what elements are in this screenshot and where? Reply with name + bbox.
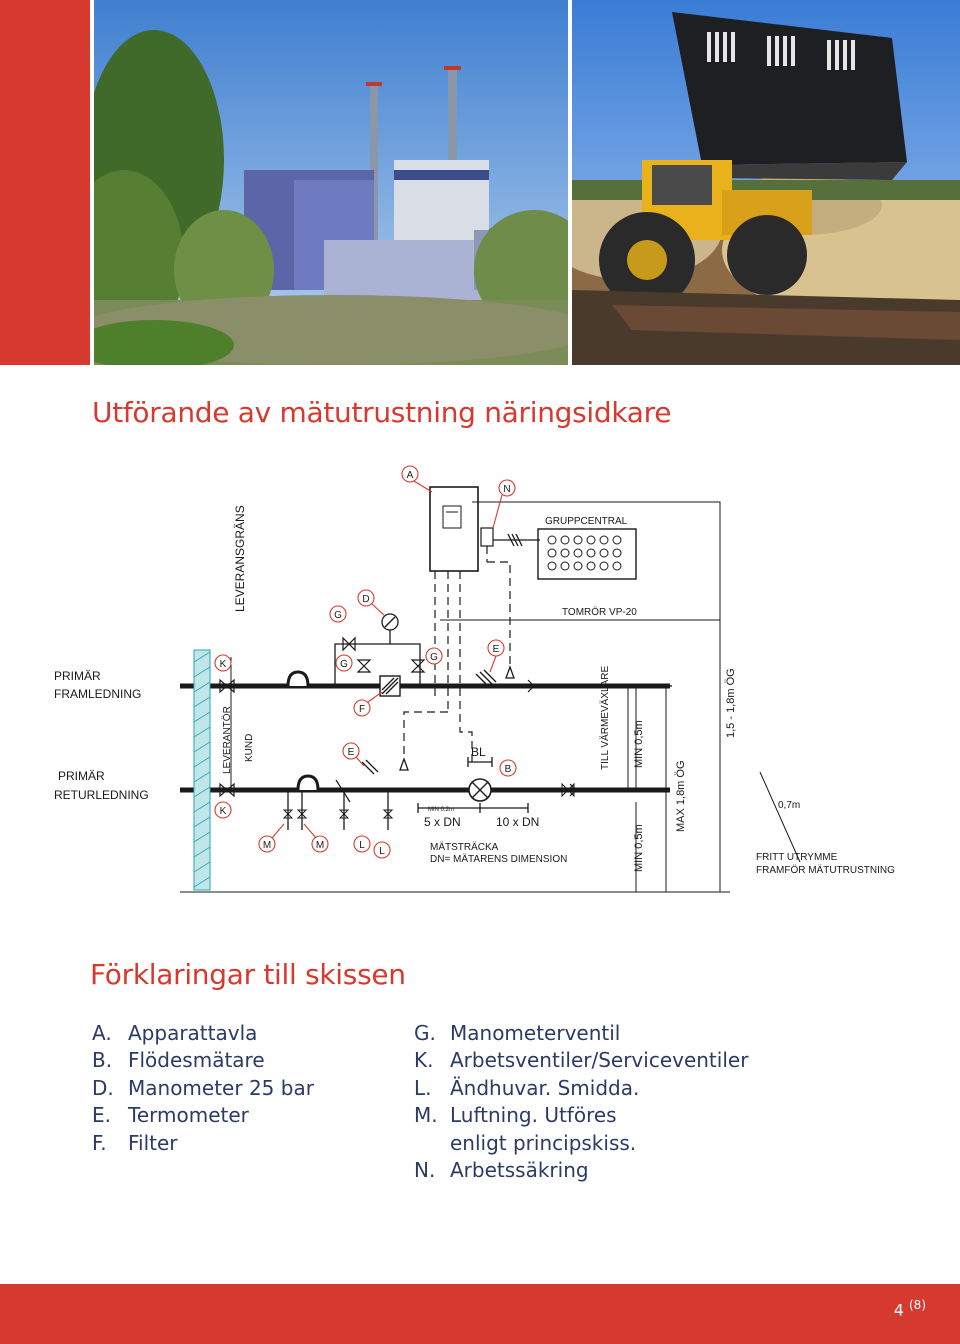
callout-k-return: K: [219, 806, 227, 817]
dn-definition-label: DN= MÄTARENS DIMENSION: [430, 854, 568, 865]
page-number: 4 $^{(8)}$: [893, 1298, 926, 1320]
dn5-label: 5 x DN: [424, 815, 461, 829]
callout-m-2: M: [315, 840, 325, 851]
legend-item: K. Arbetsventiler/Serviceventiler: [414, 1048, 749, 1073]
legend-item: A. Apparattavla: [92, 1021, 258, 1045]
min02-label: MIN 0,2m: [428, 807, 455, 813]
legend-item: G. Manometerventil: [414, 1021, 621, 1045]
matstracka-label: MÄTSTRÄCKA: [430, 842, 499, 853]
kund-label: KUND: [244, 733, 255, 762]
legend-item: B. Flödesmätare: [92, 1048, 265, 1073]
callout-b: B: [504, 764, 512, 775]
power-plant-photo: [94, 0, 568, 365]
legend-title: Förklaringar till skissen: [90, 958, 406, 991]
callout-g-top: G: [334, 610, 342, 621]
callout-k-supply: K: [219, 659, 227, 670]
legend-item: M. Luftning. Utföres enligt principskiss.: [414, 1103, 637, 1155]
primar-retur-label-2: RETURLEDNING: [54, 788, 149, 802]
legend-left-column: [92, 1020, 392, 1157]
leveransgrans-label: LEVERANSGRÄNS: [233, 505, 247, 612]
callout-l-1: L: [359, 840, 365, 851]
callout-d: D: [362, 594, 370, 605]
max18-label: MAX 1,8m ÖG: [675, 760, 687, 832]
footer-bar: [0, 1284, 960, 1344]
callout-g-left: G: [340, 659, 348, 670]
callout-l-2: L: [379, 846, 385, 857]
callout-g-right: G: [430, 652, 438, 663]
leverantor-label: LEVERANTÖR: [222, 706, 233, 774]
legend-item: E. Termometer: [92, 1103, 249, 1128]
callout-n: N: [503, 484, 511, 495]
installation-diagram: [40, 462, 920, 902]
range15-label: 1,5 - 1,8m ÖG: [725, 668, 737, 738]
distance-07-label: 0,7m: [778, 800, 801, 811]
callout-a: A: [406, 470, 414, 481]
apparattavla: [430, 487, 478, 571]
red-side-bar: [0, 0, 90, 365]
primar-framledning-label-2: FRAMLEDNING: [54, 687, 142, 701]
legend-right-column: [414, 1020, 774, 1184]
dn10-label: 10 x DN: [496, 815, 540, 829]
wheel-loader-photo: [572, 0, 960, 365]
legend-item: D. Manometer 25 bar: [92, 1075, 314, 1100]
legend-item: N. Arbetssäkring: [414, 1158, 589, 1183]
callout-f: F: [358, 704, 366, 715]
fritt-utrymme-label-2: FRAMFÖR MÄTUTRUSTNING: [756, 865, 895, 876]
page-title: Utförande av mätutrustning näringsidkare: [92, 396, 672, 429]
min05-lower-label: MIN 0,5m: [633, 824, 645, 872]
till-varmevaxlare-label: TILL VÄRMEVÄXLARE: [600, 665, 611, 770]
primar-framledning-label-1: PRIMÄR: [54, 669, 101, 683]
tomror-label: TOMRÖR VP-20: [562, 607, 637, 618]
callout-e-supply: E: [492, 644, 500, 655]
callout-e-return: E: [347, 747, 355, 758]
primar-retur-label-1: PRIMÄR: [58, 769, 105, 783]
legend-item: F. Filter: [92, 1130, 178, 1155]
legend-item: L. Ändhuvar. Smidda.: [414, 1075, 640, 1100]
bl-label: BL: [471, 745, 486, 759]
fritt-utrymme-label-1: FRITT UTRYMME: [756, 852, 838, 863]
min05-upper-label: MIN 0,5m: [633, 720, 645, 768]
callout-m-1: M: [262, 840, 272, 851]
gruppcentral-label: GRUPPCENTRAL: [545, 516, 628, 527]
